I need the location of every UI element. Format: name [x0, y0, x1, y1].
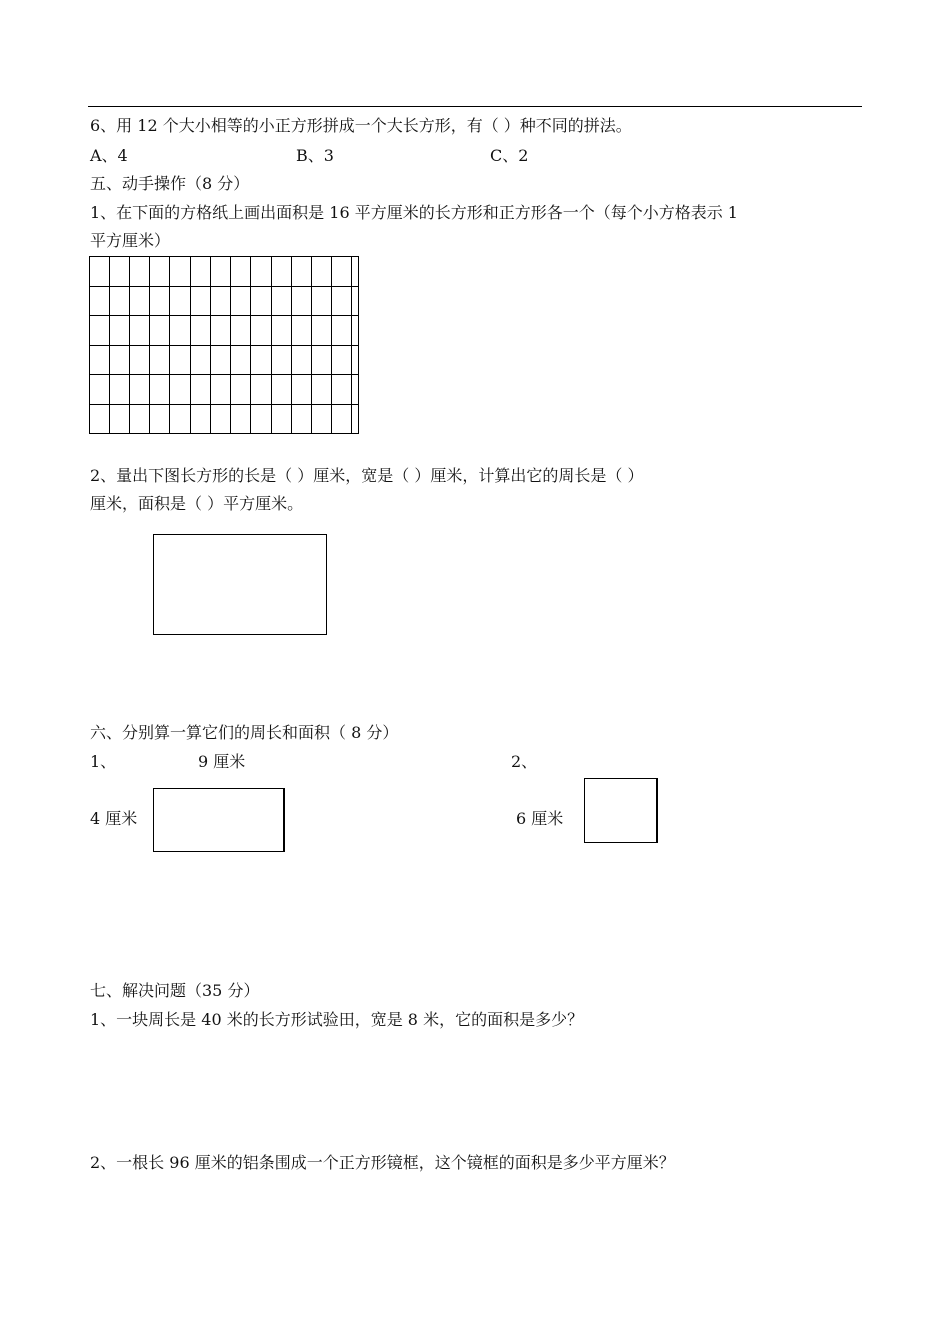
section-6-item1-number: 1、	[90, 752, 117, 771]
rectangle-width-label: 4 厘米	[90, 809, 138, 828]
section-7-heading: 七、解决问题（35 分）	[90, 981, 260, 1000]
section-7-q2: 2、一根长 96 厘米的铝条围成一个正方形镜框，这个镜框的面积是多少平方厘米？	[90, 1153, 675, 1172]
rectangle-length-label: 9 厘米	[198, 752, 246, 771]
option-c: C、2	[490, 146, 529, 165]
measure-rectangle	[153, 534, 327, 635]
section-5-q1-line1: 1、在下面的方格纸上画出面积是 16 平方厘米的长方形和正方形各一个（每个小方格表示 1	[90, 203, 738, 222]
question-6-text: 6、用 12 个大小相等的小正方形拼成一个大长方形，有（ ）种不同的拼法。	[90, 116, 632, 135]
section-6-heading: 六、分别算一算它们的周长和面积（ 8 分）	[90, 723, 399, 742]
section-5-q2-line2: 厘米，面积是（ ）平方厘米。	[90, 494, 304, 513]
square-6	[584, 778, 658, 843]
section-5-heading: 五、动手操作（8 分）	[90, 174, 250, 193]
top-rule	[88, 106, 862, 107]
section-5-q1-line2: 平方厘米）	[90, 231, 171, 250]
section-5-q2-line1: 2、量出下图长方形的长是（ ）厘米，宽是（ ）厘米，计算出它的周长是（ ）	[90, 466, 644, 485]
rectangle-9x4	[153, 788, 285, 852]
section-6-item2-number: 2、	[511, 752, 538, 771]
option-a: A、4	[90, 146, 128, 165]
section-7-q1: 1、一块周长是 40 米的长方形试验田，宽是 8 米，它的面积是多少？	[90, 1010, 584, 1029]
graph-paper-grid[interactable]	[89, 256, 359, 434]
option-b: B、3	[296, 146, 334, 165]
square-side-label: 6 厘米	[516, 809, 564, 828]
